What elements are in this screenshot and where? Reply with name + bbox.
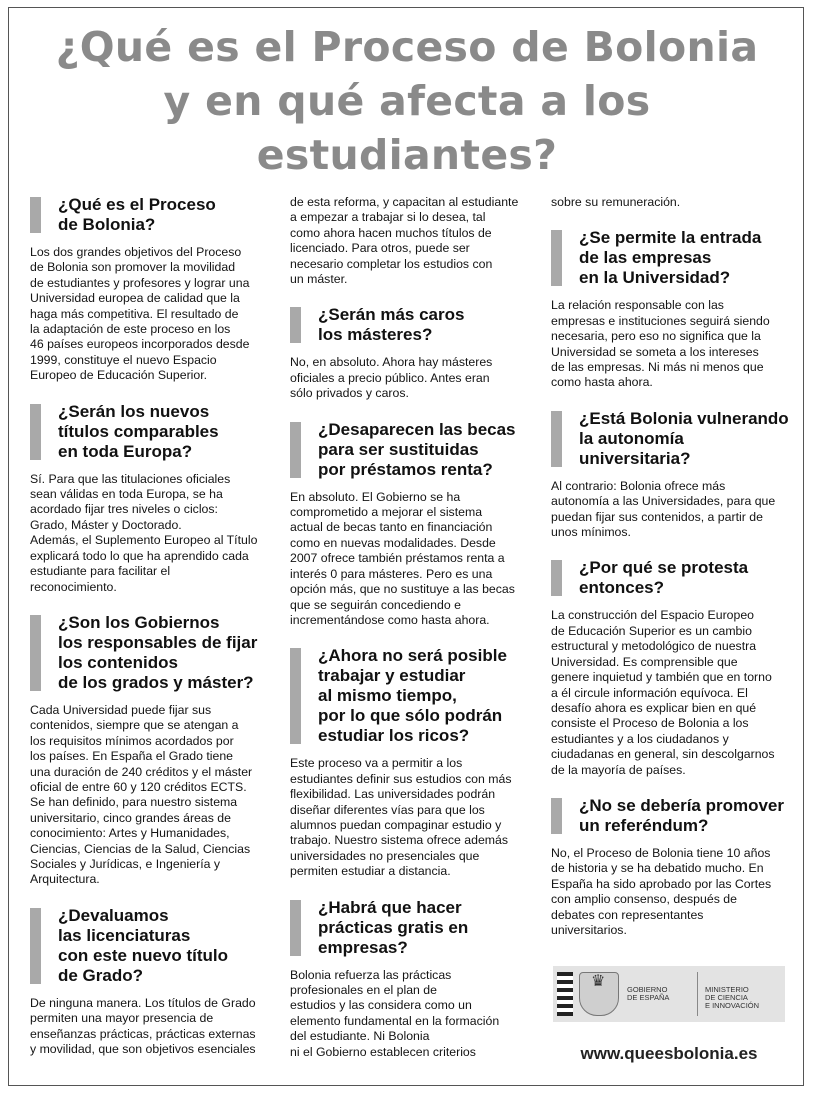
answer-paragraph xyxy=(551,846,793,938)
question-heading xyxy=(290,898,532,958)
question-line: de los grados y máster? xyxy=(58,672,254,692)
column-3 xyxy=(551,195,793,956)
answer-line: oficial de entre 60 y 120 créditos ECTS. xyxy=(30,779,247,794)
question-heading xyxy=(290,646,532,746)
question-line: universitaria? xyxy=(579,448,691,468)
question-line: ¿Por qué se protesta xyxy=(579,558,749,578)
question-line: para ser sustituidas xyxy=(318,439,479,459)
question-line: estudiar los ricos? xyxy=(318,726,470,746)
website-link[interactable]: www.queesbolonia.es xyxy=(580,1044,758,1063)
answer-line: En absoluto. El Gobierno se ha xyxy=(290,489,461,504)
question-line: la autonomía xyxy=(579,428,684,448)
logo-ministerio-text xyxy=(705,986,759,1010)
answer-line: permiten una mayor presencia de xyxy=(30,1011,214,1026)
government-logo-block xyxy=(553,966,785,1022)
answer-paragraph xyxy=(551,479,793,541)
answer-line: 46 países europeos incorporados desde xyxy=(30,337,250,352)
answer-line: Al contrario: Bolonia ofrece más xyxy=(551,478,726,493)
answer-line: desafío ahora es explicar bien en qué xyxy=(551,700,757,715)
answer-line: una duración de 240 créditos y el máster xyxy=(30,764,253,779)
question-heading xyxy=(551,796,793,836)
answer-paragraph xyxy=(30,996,276,1058)
answer-line: permiten estudiar a distancia. xyxy=(290,864,451,879)
answer-line: 1999, constituye el nuevo Espacio xyxy=(30,352,217,367)
answer-line: acordado fijar tres niveles o ciclos: xyxy=(30,502,218,517)
question-line: ¿Está Bolonia vulnerando xyxy=(579,408,789,428)
answer-line: Universidad. Es comprensible que xyxy=(551,654,738,669)
question-line: ¿Serán más caros xyxy=(318,305,465,325)
question-line: los másteres? xyxy=(318,325,433,345)
answer-line: Este proceso va a permitir a los xyxy=(290,756,463,771)
answer-line: 2007 ofrece también préstamos renta a xyxy=(290,551,505,566)
question-line: ¿Serán los nuevos xyxy=(58,401,210,421)
answer-line: necesaria, pero eso no significa que la xyxy=(551,329,761,344)
question-line: en toda Europa? xyxy=(58,441,193,461)
question-line: los responsables de fijar xyxy=(58,632,258,652)
logo-ministerio-line: DE CIENCIA xyxy=(705,993,748,1002)
answer-line: contenidos, siempre que se atengan a xyxy=(30,718,239,733)
question-line: con este nuevo título xyxy=(58,945,229,965)
answer-line: Arquitectura. xyxy=(30,872,100,887)
answer-line: Sociales y Jurídicas, e Ingeniería y xyxy=(30,856,221,871)
answer-line: universitarios. xyxy=(551,922,627,937)
answer-line: universidades no presenciales que xyxy=(290,848,480,863)
answer-line: estudiantes definir sus estudios con más xyxy=(290,771,512,786)
coat-of-arms-icon xyxy=(579,972,619,1016)
answer-line: autonomía a las Universidades, para que xyxy=(551,494,776,509)
answer-line: La construcción del Espacio Europeo xyxy=(551,608,755,623)
answer-line: No, el Proceso de Bolonia tiene 10 años xyxy=(551,845,771,860)
question-line: por lo que sólo podrán xyxy=(318,706,503,726)
logo-divider xyxy=(697,972,698,1016)
question-line: ¿Son los Gobiernos xyxy=(58,612,220,632)
question-line: de Grado? xyxy=(58,965,144,985)
answer-line: diseñar diferentes vías para que los xyxy=(290,802,485,817)
question-line: prácticas gratis en xyxy=(318,917,469,937)
answer-line: oficiales a precio público. Antes eran xyxy=(290,370,490,385)
logo-gobierno-line: DE ESPAÑA xyxy=(627,993,670,1002)
answer-line: alumnos puedan compaginar estudio y xyxy=(290,817,502,832)
answer-paragraph xyxy=(30,472,276,595)
answer-line: estudiantes y a los ciudadanos y xyxy=(551,731,729,746)
answer-line: de las empresas. Ni más ni menos que xyxy=(551,360,764,375)
question-heading xyxy=(551,228,793,288)
answer-line: Bolonia refuerza las prácticas xyxy=(290,967,452,982)
answer-line: de esta reforma, y capacitan al estudiante xyxy=(290,195,519,209)
answer-line: como en nuevas modalidades. Desde xyxy=(290,535,496,550)
answer-line: de Bolonia son promover la movilidad xyxy=(30,260,236,275)
question-line: entonces? xyxy=(579,578,665,598)
answer-line: Los dos grandes objetivos del Proceso xyxy=(30,245,242,259)
answer-paragraph xyxy=(290,490,532,629)
answer-line: del estudiante. Ni Bolonia xyxy=(290,1029,430,1044)
question-line: al mismo tiempo, xyxy=(318,686,457,706)
question-line: los contenidos xyxy=(58,652,178,672)
answer-line: universitario, cinco grandes áreas de xyxy=(30,810,231,825)
question-line: ¿Devaluamos xyxy=(58,905,169,925)
answer-line: De ninguna manera. Los títulos de Grado xyxy=(30,995,256,1010)
answer-line: y movilidad, que son objetivos esenciales xyxy=(30,1042,256,1056)
answer-line: Sí. Para que las titulaciones oficiales xyxy=(30,471,231,486)
answer-line: estructural y metodológico de nuestra xyxy=(551,639,757,654)
answer-line: elemento fundamental en la formación xyxy=(290,1013,500,1028)
answer-paragraph xyxy=(551,298,793,390)
answer-line: Se han definido, para nuestro sistema xyxy=(30,795,238,810)
logo-ministerio-line: E INNOVACIÓN xyxy=(705,1001,760,1010)
answer-line: debates con representantes xyxy=(551,907,704,922)
question-line: ¿No se debería promover xyxy=(579,795,785,815)
question-line: un referéndum? xyxy=(579,815,709,835)
answer-line: sobre su remuneración. xyxy=(551,195,681,209)
answer-line: Ciencias, Ciencias de la Salud, Ciencias xyxy=(30,841,251,856)
answer-line: los requisitos mínimos acordados por xyxy=(30,733,234,748)
answer-line: la adaptación de este proceso en los xyxy=(30,322,231,337)
question-line: empresas? xyxy=(318,937,408,957)
answer-line: Además, el Suplemento Europeo al Título xyxy=(30,533,258,548)
answer-paragraph xyxy=(290,968,532,1060)
title-line: y en qué afecta a los xyxy=(163,77,651,125)
answer-paragraph xyxy=(290,355,532,401)
question-heading xyxy=(30,906,276,986)
answer-line: trabajo. Nuestro sistema ofrece además xyxy=(290,833,509,848)
answer-paragraph xyxy=(551,195,793,210)
answer-line: Universidad se someta a los intereses xyxy=(551,344,759,359)
answer-paragraph xyxy=(30,245,276,384)
answer-line: profesionales en el plan de xyxy=(290,982,437,997)
answer-line: conocimiento: Artes y Humanidades, xyxy=(30,826,230,841)
answer-line: ni el Gobierno establecen criterios xyxy=(290,1044,476,1059)
logo-gobierno-line: GOBIERNO xyxy=(627,985,668,994)
answer-line: sean válidas en toda Europa, se ha xyxy=(30,487,223,502)
answer-line: de historia y se ha debatido mucho. En xyxy=(551,861,764,876)
column-2 xyxy=(290,195,532,1078)
answer-line: ciudadanas en general, sin descolgarnos xyxy=(551,747,775,762)
answer-line: explicará todo lo que ha aprendido cada xyxy=(30,548,249,563)
answer-line: Cada Universidad puede fijar sus xyxy=(30,702,212,717)
answer-line: opción más, que no sustituye a las becas xyxy=(290,582,515,597)
page-title xyxy=(0,20,814,182)
answer-line: Europeo de Educación Superior. xyxy=(30,368,208,383)
answer-line: a él circule información equívoca. El xyxy=(551,685,748,700)
question-heading xyxy=(30,613,276,693)
answer-line: como hasta ahora. xyxy=(551,375,653,390)
question-line: de las empresas xyxy=(579,248,712,268)
answer-line: interés 0 para másteres. Pero es una xyxy=(290,566,493,581)
answer-line: de estudiantes y profesores y lograr una xyxy=(30,275,250,290)
logo-gobierno-text xyxy=(627,986,669,1002)
answer-line: a empezar a trabajar si lo desea, tal xyxy=(290,210,486,225)
question-heading xyxy=(551,558,793,598)
answer-line: los países. En España el Grado tiene xyxy=(30,749,234,764)
answer-line: No, en absoluto. Ahora hay másteres xyxy=(290,355,493,370)
answer-line: sólo privados y caros. xyxy=(290,386,409,401)
answer-line: enseñanzas prácticas, prácticas externas xyxy=(30,1026,256,1041)
question-line: en la Universidad? xyxy=(579,268,731,288)
answer-paragraph xyxy=(290,195,532,287)
answer-line: comprometido a mejorar el sistema xyxy=(290,505,483,520)
flag-icon xyxy=(557,972,573,1016)
title-line: estudiantes? xyxy=(256,131,558,179)
answer-line: Universidad europea de calidad que la xyxy=(30,291,240,306)
answer-line: que se seguirán concediendo e xyxy=(290,597,461,612)
question-line: ¿Habrá que hacer xyxy=(318,897,462,917)
question-heading xyxy=(290,420,532,480)
answer-line: reconocimiento. xyxy=(30,579,117,594)
answer-line: unos mínimos. xyxy=(551,525,631,540)
answer-line: puedan fijar sus contenidos, a partir de xyxy=(551,509,763,524)
answer-line: genere inquietud y también que en torno xyxy=(551,670,772,685)
answer-line: actual de becas tanto en financiación xyxy=(290,520,493,535)
answer-line: La relación responsable con las xyxy=(551,298,724,313)
logo-ministerio-line: MINISTERIO xyxy=(705,985,749,994)
answer-line: Grado, Máster y Doctorado. xyxy=(30,517,182,532)
answer-line: necesario completar los estudios con xyxy=(290,256,493,271)
answer-line: flexibilidad. Las universidades podrán xyxy=(290,787,496,802)
answer-line: incrementándose como hasta ahora. xyxy=(290,612,490,627)
answer-line: de Educación Superior es un cambio xyxy=(551,623,752,638)
answer-paragraph xyxy=(290,756,532,879)
answer-line: estudiante para facilitar el xyxy=(30,564,171,579)
question-line: las licenciaturas xyxy=(58,925,191,945)
question-line: por préstamos renta? xyxy=(318,459,493,479)
answer-line: de la mayoría de países. xyxy=(551,762,686,777)
title-line: ¿Qué es el Proceso de Bolonia xyxy=(55,23,759,71)
answer-line: consiste el Proceso de Bolonia a los xyxy=(551,716,749,731)
answer-line: como ahora hacen muchos títulos de xyxy=(290,225,492,240)
answer-line: estudios y las considera como un xyxy=(290,998,472,1013)
answer-line: licenciado. Para otros, puede ser xyxy=(290,241,470,256)
question-line: ¿Desaparecen las becas xyxy=(318,419,516,439)
question-heading xyxy=(290,305,532,345)
answer-line: un máster. xyxy=(290,272,348,287)
answer-line: España ha sido aprobado por las Cortes xyxy=(551,876,772,891)
answer-line: con amplio consenso, después de xyxy=(551,892,737,907)
question-line: títulos comparables xyxy=(58,421,219,441)
question-line: ¿Ahora no será posible xyxy=(318,646,507,666)
question-line: trabajar y estudiar xyxy=(318,666,466,686)
question-line: ¿Se permite la entrada xyxy=(579,228,762,248)
question-line: ¿Qué es el Proceso xyxy=(58,195,216,214)
question-heading xyxy=(30,195,276,235)
column-1 xyxy=(30,195,276,1075)
answer-line: haga más competitiva. El resultado de xyxy=(30,306,239,321)
answer-line: empresas e instituciones seguirá siendo xyxy=(551,313,770,328)
question-heading xyxy=(551,409,793,469)
question-line: de Bolonia? xyxy=(58,215,156,234)
answer-paragraph xyxy=(551,608,793,777)
question-heading xyxy=(30,402,276,462)
answer-paragraph xyxy=(30,703,276,888)
